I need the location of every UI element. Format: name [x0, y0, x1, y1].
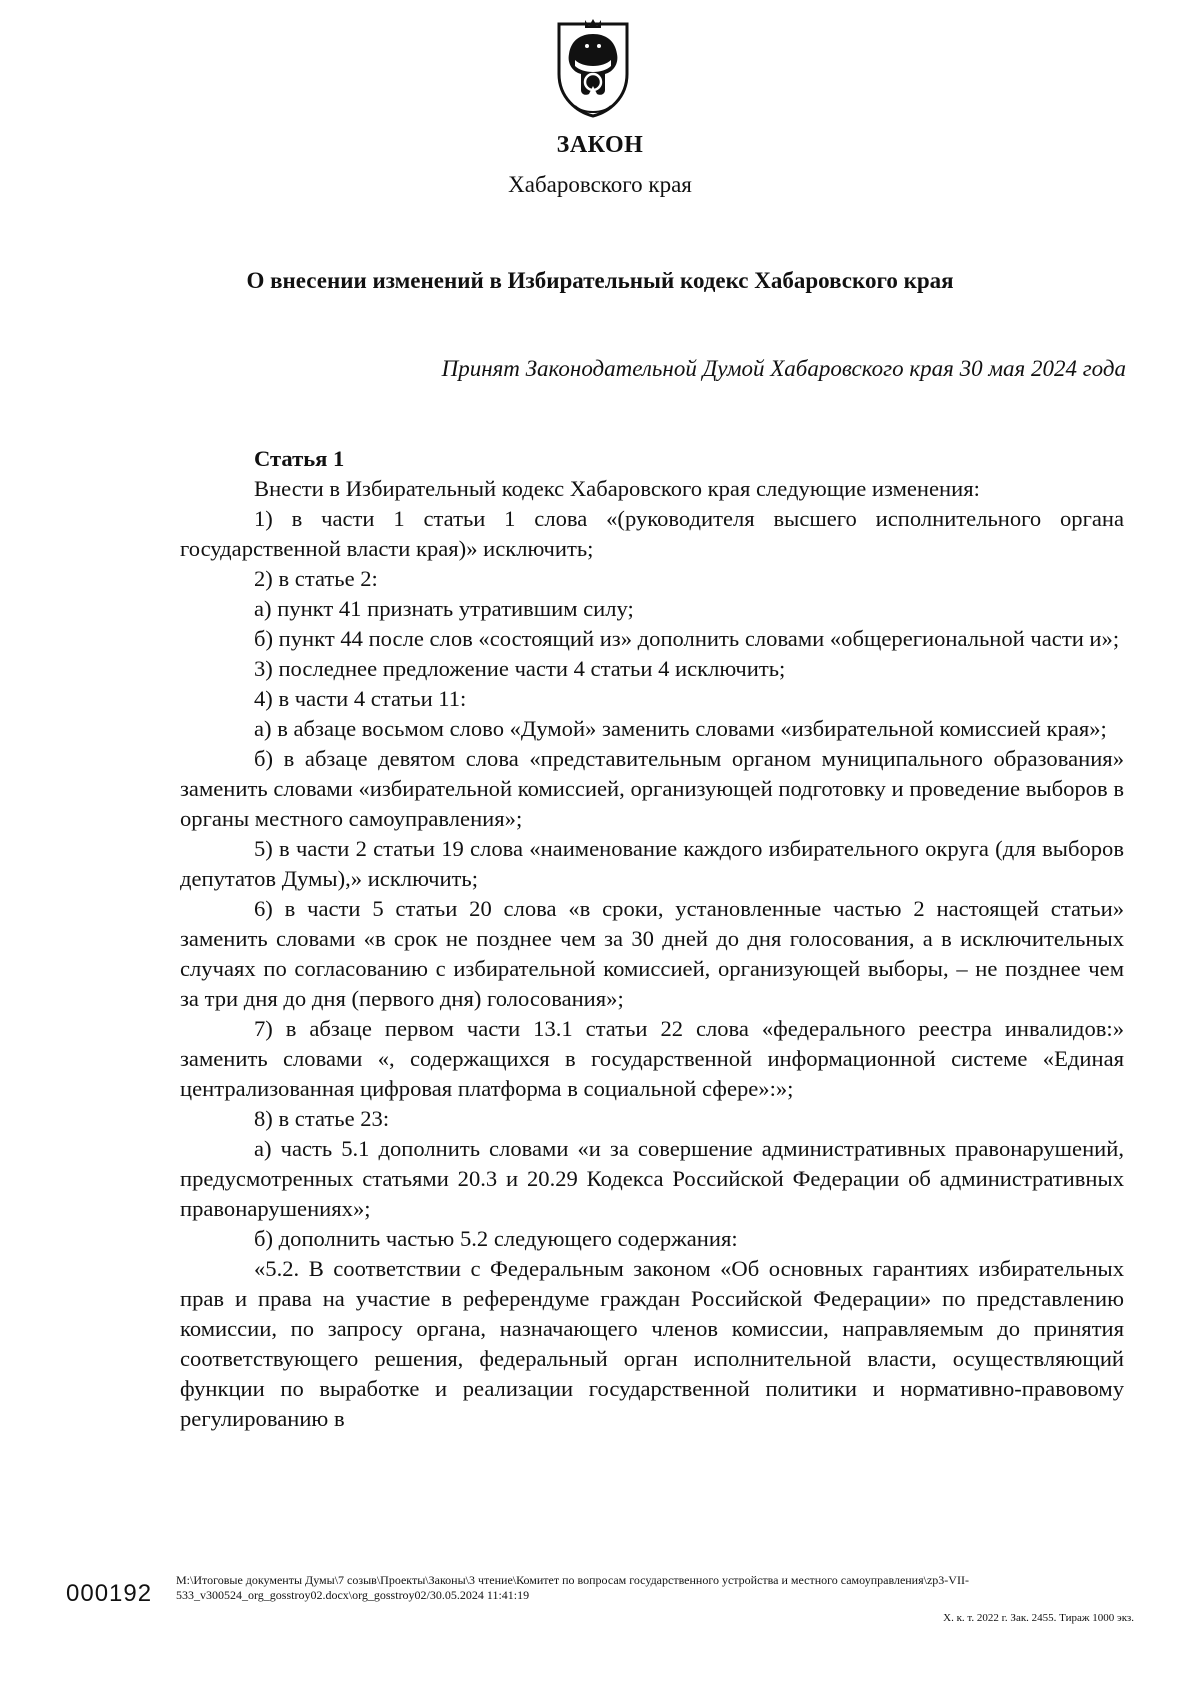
article-paragraph: 1) в части 1 статьи 1 слова «(руководителя высшего исполнительного органа государственной власти края)» исключить; [180, 506, 1124, 561]
article-paragraph: 3) последнее предложение части 4 статьи 4 исключить; [254, 656, 786, 681]
article-paragraph: 4) в части 4 статьи 11: [254, 686, 467, 711]
article-paragraph: 2) в статье 2: [254, 566, 378, 591]
article-paragraph: б) дополнить частью 5.2 следующего содержания: [254, 1226, 738, 1251]
law-title: ЗАКОН [556, 132, 644, 158]
adoption-note: Принят Законодательной Думой Хабаровского края 30 мая 2024 года [441, 356, 1126, 381]
file-path-note: M:\Итоговые документы Думы\7 созыв\Проекты\Законы\3 чтение\Комитет по вопросам государственного устройства и местного самоуправления\zp3-VII-533_v300524_org_gosstroy02.docx\org_gosstroy02/30.05.2024 11:41:19 [176, 1573, 969, 1602]
article-paragraph: а) пункт 41 признать утратившим силу; [254, 596, 634, 621]
law-subject: О внесении изменений в Избирательный кодекс Хабаровского края [246, 268, 954, 293]
article-paragraph: 8) в статье 23: [254, 1106, 390, 1131]
khabarovsk-coat-of-arms-icon [545, 16, 641, 120]
article-paragraph: б) в абзаце девятом слова «представительным органом муниципального образования» заменить словами «избирательной комиссией, организующей подготовку и проведение выборов в органы местного самоуправления»; [180, 746, 1124, 831]
law-region: Хабаровского края [508, 172, 692, 197]
article-paragraph: 7) в абзаце первом части 13.1 статьи 22 слова «федерального реестра инвалидов:» заменить словами «, содержащихся в государственной информационной системе «Единая централизованная цифровая платформа в социальной сфере»:»; [180, 1016, 1124, 1101]
print-info: Х. к. т. 2022 г. Зак. 2455. Тираж 1000 экз. [943, 1612, 1134, 1624]
article-paragraph: 6) в части 5 статьи 20 слова «в сроки, установленные частью 2 настоящей статьи» заменить словами «в срок не позднее чем за 30 дней до дня голосования, а в исключительных случаях по согласованию с избирательной комиссией, организующей выборы, – не позднее чем за три дня до дня (первого дня) голосования»; [180, 896, 1124, 1011]
article-paragraph: б) пункт 44 после слов «состоящий из» дополнить словами «общерегиональной части и»; [254, 626, 1120, 651]
article-paragraph: 5) в части 2 статьи 19 слова «наименование каждого избирательного округа (для выборов депутатов Думы),» исключить; [180, 836, 1124, 891]
article-paragraph: а) в абзаце восьмом слово «Думой» заменить словами «избирательной комиссией края»; [254, 716, 1107, 741]
document-number: 000192 [66, 1580, 153, 1607]
article-body [180, 444, 1124, 1434]
article-heading: Статья 1 [254, 446, 345, 471]
article-paragraph: а) часть 5.1 дополнить словами «и за совершение административных правонарушений, предусмотренных статьями 20.3 и 20.29 Кодекса Российской Федерации об административных правонарушениях»; [180, 1136, 1124, 1221]
article-paragraph: Внести в Избирательный кодекс Хабаровского края следующие изменения: [254, 476, 980, 501]
article-paragraph: «5.2. В соответствии с Федеральным законом «Об основных гарантиях избирательных прав и права на участие в референдуме граждан Российской Федерации» по представлению комиссии, по запросу органа, назначающего членов комиссии, направляемым до принятия соответствующего решения, федеральный орган исполнительной власти, осуществляющий функции по выработке и реализации государственной политики и нормативно-правовому регулированию в [180, 1256, 1124, 1431]
